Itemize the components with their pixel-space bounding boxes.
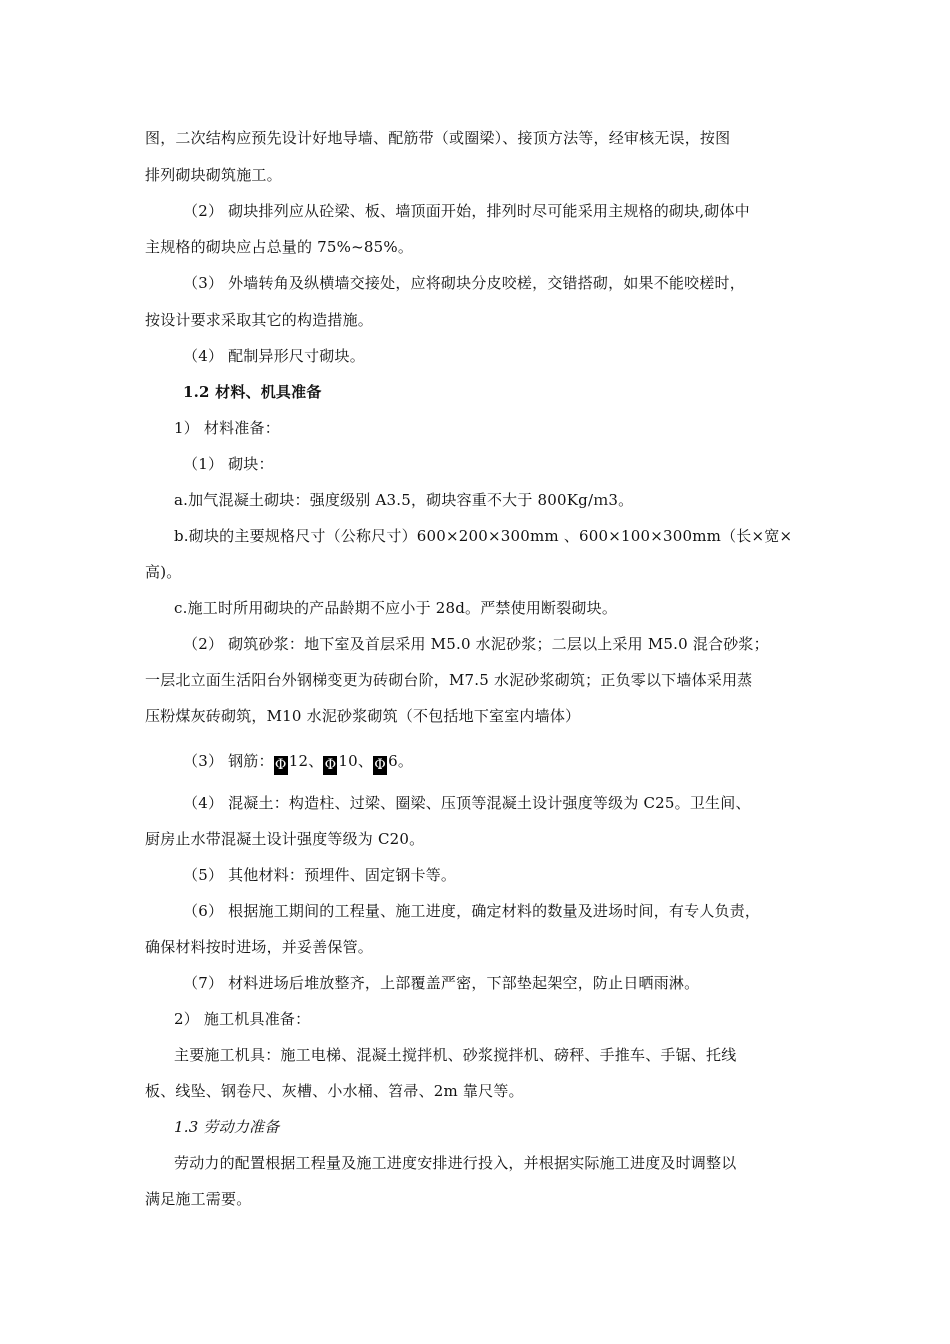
rebar-symbol-icon: Φ	[324, 757, 337, 773]
paragraph-line: 板、线坠、钢卷尺、灰槽、小水桶、笤帚、2m 靠尺等。	[145, 1082, 524, 1100]
rebar-symbol-icon: Φ	[274, 757, 287, 773]
paragraph-line: 主规格的砌块应占总量的 75%~85%。	[145, 238, 414, 256]
rebar-symbol-icon: Φ	[374, 757, 386, 773]
item-concrete-line: （4） 混凝土：构造柱、过梁、圈梁、压顶等混凝土设计强度等级为 C25。卫生间、	[183, 794, 751, 812]
rebar-prefix: （3） 钢筋：	[183, 752, 274, 770]
item-other-materials: （5） 其他材料：预埋件、固定钢卡等。	[183, 866, 457, 884]
item-6-line: （6） 根据施工期间的工程量、施工进度，确定材料的数量及进场时间，有专人负责，	[183, 902, 761, 920]
section-heading-1-2: 1.2 材料、机具准备	[183, 383, 322, 401]
paragraph-line: 按设计要求采取其它的构造措施。	[145, 311, 374, 329]
item-3-line: （3） 外墙转角及纵横墙交接处，应将砌块分皮咬槎，交错搭砌，如果不能咬槎时，	[183, 274, 745, 292]
item-a-line: a.加气混凝土砌块：强度级别 A3.5，砌块容重不大于 800Kg/ｍ3。	[174, 491, 634, 509]
machinery-line: 主要施工机具：施工电梯、混凝土搅拌机、砂浆搅拌机、磅秤、手推车、手锯、托线	[174, 1046, 737, 1064]
item-blocks: （1） 砌块：	[183, 455, 274, 473]
item-c-line: c.施工时所用砌块的产品龄期不应小于 28d。严禁使用断裂砌块。	[174, 599, 618, 617]
paragraph-line: 压粉煤灰砖砌筑，M10 水泥砂浆砌筑（不包括地下室室内墙体）	[145, 707, 581, 725]
subheading-machinery: 2） 施工机具准备：	[174, 1010, 311, 1028]
paragraph-line: 满足施工需要。	[145, 1190, 252, 1208]
paragraph-line: 高)。	[145, 563, 182, 581]
item-7-line: （7） 材料进场后堆放整齐，上部覆盖严密，下部垫起架空，防止日晒雨淋。	[183, 974, 700, 992]
paragraph-line: 一层北立面生活阳台外钢梯变更为砖砌台阶，M7.5 水泥砂浆砌筑；正负零以下墙体采用蒸	[145, 671, 753, 689]
section-heading-1-3: 1.3 劳动力准备	[174, 1118, 280, 1136]
item-4-line: （4） 配制异形尺寸砌块。	[183, 347, 365, 365]
item-2-line: （2） 砌块排列应从砼梁、板、墙顶面开始，排列时尽可能采用主规格的砌块,砌体中	[183, 202, 750, 220]
rebar-size-12: 12、	[288, 752, 324, 770]
rebar-size-6: 6。	[388, 752, 414, 770]
item-rebar-line	[183, 750, 818, 775]
item-b-line: b.砌块的主要规格尺寸（公称尺寸）600×200×300mm 、600×100×300mm（长×宽×	[174, 527, 793, 545]
labor-line: 劳动力的配置根据工程量及施工进度安排进行投入，并根据实际施工进度及时调整以	[174, 1154, 737, 1172]
paragraph-line: 图，二次结构应预先设计好地导墙、配筋带（或圈梁）、接顶方法等，经审核无误，按图	[145, 129, 731, 147]
rebar-size-10: 10、	[338, 752, 374, 770]
paragraph-line: 确保材料按时进场，并妥善保管。	[145, 938, 374, 956]
item-mortar-line: （2） 砌筑砂浆：地下室及首层采用 M5.0 水泥砂浆；二层以上采用 M5.0 混合砂浆；	[183, 635, 769, 653]
subheading-materials: 1） 材料准备：	[174, 419, 280, 437]
paragraph-line: 厨房止水带混凝土设计强度等级为 C20。	[145, 830, 425, 848]
paragraph-line: 排列砌块砌筑施工。	[145, 166, 282, 184]
